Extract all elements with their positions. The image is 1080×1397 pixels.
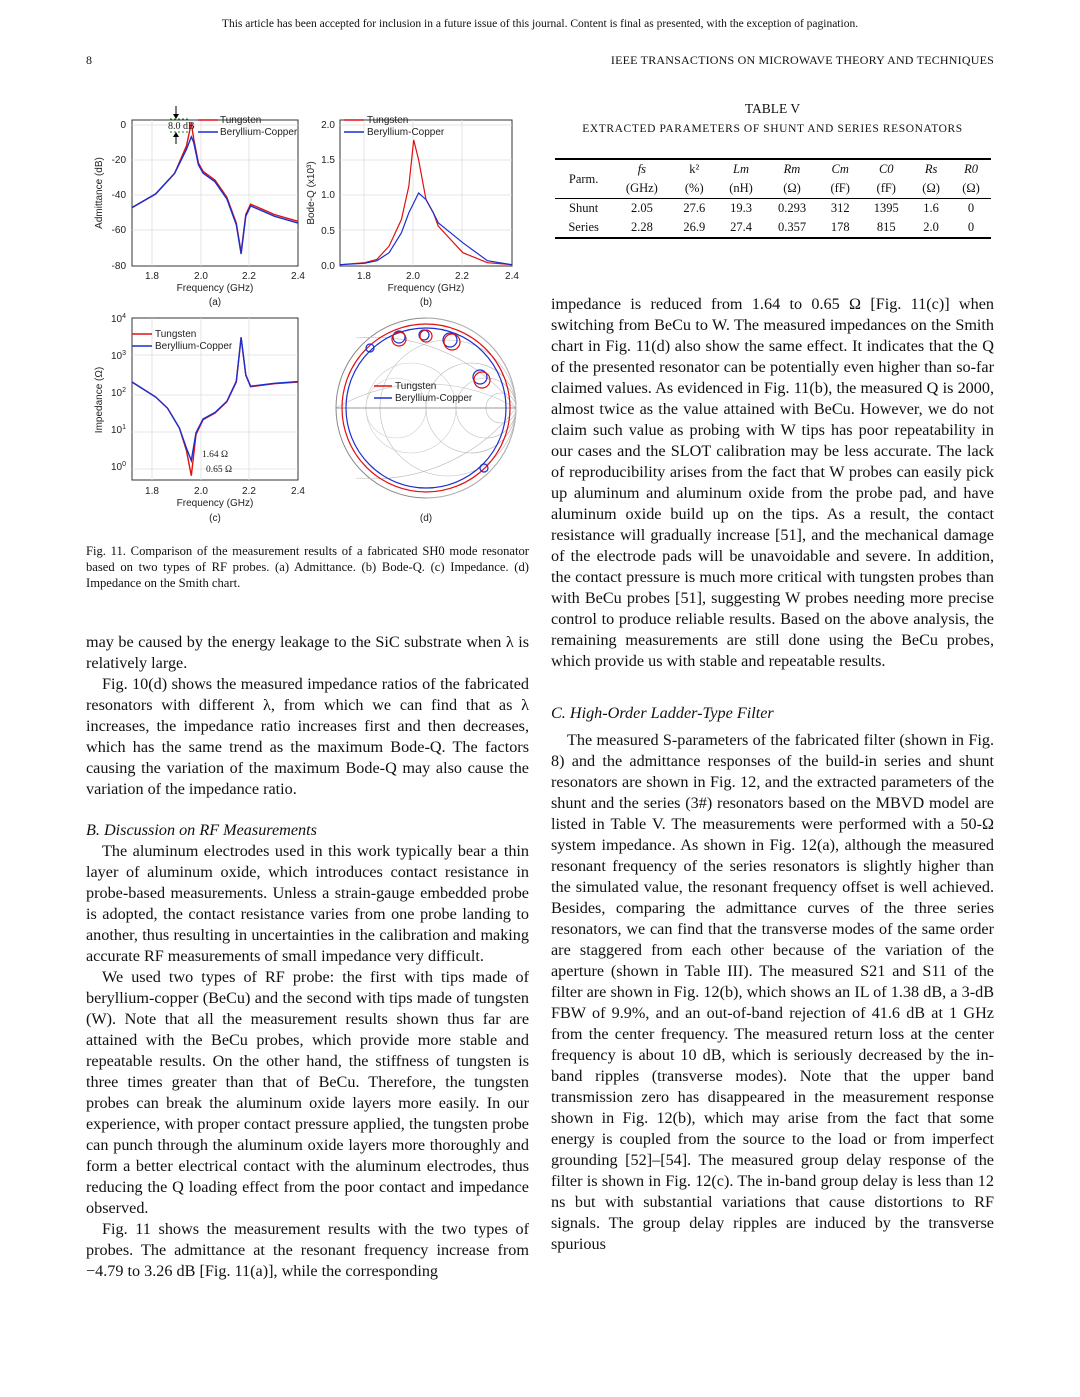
table-title: TABLE V [744, 101, 801, 116]
panel-label-d: (d) [419, 513, 433, 524]
chart-a-xtick: 2.4 [291, 271, 305, 282]
table-cell: 0 [951, 218, 991, 238]
table-header-cell: C0 [878, 162, 894, 176]
section-heading-c: C. High-Order Ladder-Type Filter [551, 704, 774, 722]
chart-c-ylabel: Impedance (Ω) [94, 366, 105, 434]
paragraph: The aluminum electrodes used in this work typically bear a thin layer of aluminum oxide, which introduces contact resistance in probe-based measurements. Unless a strain-gauge embedded probe is adopted, the contact resistance varies from one probe landing to another, thus resulting in uncertainties in the calibration and making accurate RF measurements of small impedance very difficult. [86, 842, 529, 965]
chart-a-legend-becu: Beryllium-Copper [220, 127, 298, 138]
chart-b-ytick: 0.0 [321, 261, 335, 272]
table-unit-cell: (nH) [717, 179, 765, 199]
table-cell: 2.28 [612, 218, 671, 238]
chart-c-annotation-tungsten: 0.65 Ω [206, 465, 233, 475]
chart-b-ytick: 1.5 [321, 155, 335, 166]
chart-a-xtick: 2.0 [194, 271, 208, 282]
table-subtitle: EXTRACTED PARAMETERS OF SHUNT AND SERIES RESONATORS [582, 123, 963, 135]
table-cell: 178 [819, 218, 861, 238]
table-header-cell: Parm. [555, 159, 612, 199]
table-cell: 815 [861, 218, 911, 238]
panel-c-impedance [94, 313, 305, 524]
chart-b-legend-becu: Beryllium-Copper [367, 127, 445, 138]
table-row [555, 218, 991, 238]
panel-label-b: (b) [419, 297, 433, 308]
chart-c-ytick: $10^1$ [110, 424, 126, 436]
chart-a-ylabel: Admittance (dB) [94, 157, 105, 229]
chart-b-ytick: 2.0 [321, 120, 335, 131]
chart-c-legend-becu: Beryllium-Copper [155, 341, 233, 352]
table-unit-cell: (%) [671, 179, 717, 199]
table-v [555, 158, 991, 239]
panel-d-smith-chart [336, 318, 516, 524]
chart-a-xtick: 2.2 [242, 271, 256, 282]
table-cell: Series [555, 218, 612, 238]
table-cell: 1395 [873, 201, 899, 215]
panel-label-a: (a) [208, 297, 222, 308]
chart-a-ytick: -60 [111, 225, 126, 236]
chart-a-ytick: 0 [120, 120, 126, 131]
table-cell: 26.9 [671, 218, 717, 238]
table-unit-cell: (GHz) [612, 179, 671, 199]
paragraph: may be caused by the energy leakage to the SiC substrate when λ is relatively large. [86, 633, 529, 672]
chart-c-ytick: $10^2$ [110, 387, 126, 399]
table-unit-cell: (fF) [819, 179, 861, 199]
chart-c-annotation-becu: 1.64 Ω [202, 450, 229, 460]
table-cell: 2.0 [911, 218, 951, 238]
paragraph: Fig. 11 shows the measurement results with the two types of probes. The admittance at the resonant frequency increase from −4.79 to 3.26 dB [Fig. 11(a)], while the corresponding [86, 1220, 529, 1280]
chart-a-legend-tungsten: Tungsten [220, 115, 262, 126]
chart-c-xtick: 2.0 [194, 486, 208, 497]
chart-b-xtick: 2.0 [406, 271, 420, 282]
right-column [551, 294, 994, 1255]
chart-d-legend-becu: Beryllium-Copper [395, 393, 473, 404]
table-cell: 0 [967, 201, 975, 215]
chart-a-annotation: 8.0 dB [168, 121, 195, 132]
page-number: 8 [86, 53, 92, 67]
table-header-cell: Rm [783, 162, 801, 176]
paragraph: Fig. 10(d) shows the measured impedance ratios of the fabricated resonators with different λ, from which we can find that as λ increases, the impedance ratio increases first and then decreases, which has the same trend as the maximum Bode-Q. The factors causing the variation of the maximum Bode-Q may also cause the variation of the impedance ratio. [86, 675, 529, 798]
chart-d-legend-tungsten: Tungsten [395, 381, 437, 392]
table-unit-cell: (fF) [861, 179, 911, 199]
table-header-cell: Cm [831, 162, 849, 176]
table-row [555, 199, 991, 219]
paragraph: impedance is reduced from 1.64 to 0.65 Ω [Fig. 11(c)] when switching from BeCu to W. The measured impedances on the Smith chart in Fig. 11(d) also show the same effect. It indicates that the Q of the presented resonator can be potentially even higher than so-far claimed values. As evidenced in Fig. 11(b), the measured Q is 2000, almost twice as the value attained with BeCu. However, we do not claim such value as probing with W tips has poor repeatability in our cases and the SLOT calibration may be less accurate. The lack of reproducibility arises from the fact that W probes can easily pick up aluminum and aluminum oxide from the probe pad, and have aluminum oxide build up on the tips. As a result, the contact resistance will gradually increase [51], and the mechanical damage of the electrode pads will be unavoidable and severe. In addition, the contact pressure is much more critical with tungsten probes than with BeCu probes [51], suggesting W probes needing more precise control to produce reliable results. Based on the above analysis, the remaining measurements are still done using the BeCu probes, which provide us with stable and repeatable results. [551, 295, 994, 670]
table-cell: 0.293 [777, 201, 807, 215]
chart-c-xlabel: Frequency (GHz) [176, 498, 254, 509]
table-cell: 19.3 [730, 201, 752, 215]
table-unit-cell: (Ω) [911, 179, 951, 199]
chart-c-ytick: $10^4$ [110, 313, 126, 325]
chart-b-xtick: 2.2 [455, 271, 469, 282]
panel-label-c: (c) [209, 513, 221, 524]
chart-c-xtick: 1.8 [145, 486, 159, 497]
chart-b-xtick: 2.4 [505, 271, 519, 282]
chart-c-xtick: 2.4 [291, 486, 305, 497]
table-cell: 27.4 [717, 218, 765, 238]
table-cell: 312 [830, 201, 850, 215]
table-header-cell: Lm [733, 162, 750, 176]
table-cell: 1.6 [923, 201, 939, 215]
table-cell: Shunt [569, 201, 599, 215]
table-unit-cell: (Ω) [951, 179, 991, 199]
chart-c-ytick: $10^3$ [110, 350, 126, 362]
chart-c-xtick: 2.2 [242, 486, 256, 497]
table-cell: 27.6 [683, 201, 706, 215]
table-cell: 2.05 [630, 201, 653, 215]
chart-b-xlabel: Frequency (GHz) [387, 283, 465, 294]
figure-caption: Fig. 11. Comparison of the measurement results of a fabricated SH0 mode resonator based on two types of RF probes. (a) Admittance. (b) Bode-Q. (c) Impedance. (d) Impedance on the Smith chart. [86, 544, 529, 590]
journal-title: IEEE TRANSACTIONS ON MICROWAVE THEORY AND TECHNIQUES [610, 53, 994, 67]
table-header-cell: fs [637, 162, 647, 176]
chart-a-xtick: 1.8 [145, 271, 159, 282]
chart-a-ytick: -80 [111, 261, 126, 272]
chart-b-ytick: 1.0 [321, 190, 335, 201]
table-header-cell: Rs [924, 162, 938, 176]
chart-c-ytick: $10^0$ [110, 461, 126, 473]
chart-c-legend-tungsten: Tungsten [155, 329, 197, 340]
panel-a-admittance [94, 106, 305, 308]
chart-b-ylabel: Bode-Q (x10³) [306, 161, 317, 225]
table-header-cell: R0 [964, 162, 978, 176]
chart-a-ytick: -40 [111, 190, 126, 201]
chart-b-xtick: 1.8 [357, 271, 371, 282]
table-cell: 0.357 [765, 218, 819, 238]
table-header-cell: k² [689, 162, 700, 176]
paragraph: The measured S-parameters of the fabricated filter (shown in Fig. 8) and the admittance responses of the build-in series and shunt resonators are shown in Fig. 12, and the extracted parameters of the shunt and the series (3#) resonators based on the MBVD model are listed in Table V. The measurements were performed with a 50-Ω system impedance. As shown in Fig. 12(a), although the measured resonant frequency of the series resonators is slightly higher than the simulated value, the resonant frequency offset is well achieved. Besides, comparing the admittance curves of the three series resonators, we can find that the transverse modes of the same order are staggered from each other because of the variation of the aperture (shown in Table III). The measured S21 and S11 of the filter are shown in Fig. 12(b), which shows an IL of 1.38 dB, a 3-dB FBW of 9.9%, and an out-of-band rejection of 41.6 dB at 1 GHz from the center frequency. The measured return loss at the center frequency is about 10 dB, which is seriously decreased by the in-band ripples (transverse modes). Note that the upper band transmission zero has disappeared in the measurement response shown in Fig. 12(b), which may arise from the fact that some energy is coupled from the source to the load or from imperfect grounding [52]–[54]. The measured group delay response of the filter is shown in Fig. 12(c). The in-band group delay is less than 12 ns but with substantial variations that cause distortions to RF signals. The group delay ripples are induced by the transverse spurious [551, 731, 994, 1253]
accepted-banner: This article has been accepted for inclusion in a future issue of this journal. Content is final as presented, with the exception of pagination. [221, 18, 859, 30]
left-column [86, 632, 529, 1282]
chart-b-legend-tungsten: Tungsten [367, 115, 409, 126]
figure-11 [86, 98, 536, 538]
chart-b-ytick: 0.5 [321, 226, 335, 237]
chart-a-ytick: -20 [111, 155, 126, 166]
paragraph: We used two types of RF probe: the first with tips made of beryllium-copper (BeCu) and the second with tips made of tungsten (W). Note that all the measurement results shown thus far are attained with the BeCu probes, which provide more stable and repeatable results. On the other hand, the stiffness of tungsten is three times greater than that of BeCu. Therefore, the tungsten probes can break the aluminum oxide layers more easily. In our experience, with proper contact pressure applied, the tungsten probe can punch through the aluminum oxide layers more thoroughly and form a better electrical contact with the aluminum electrodes, thus reducing the Q loading effect from the poor contact and impedance observed. [86, 968, 529, 1217]
panel-b-bode-q [306, 115, 519, 308]
chart-a-xlabel: Frequency (GHz) [176, 283, 254, 294]
section-heading-b: B. Discussion on RF Measurements [86, 821, 317, 839]
table-unit-cell: (Ω) [765, 179, 819, 199]
